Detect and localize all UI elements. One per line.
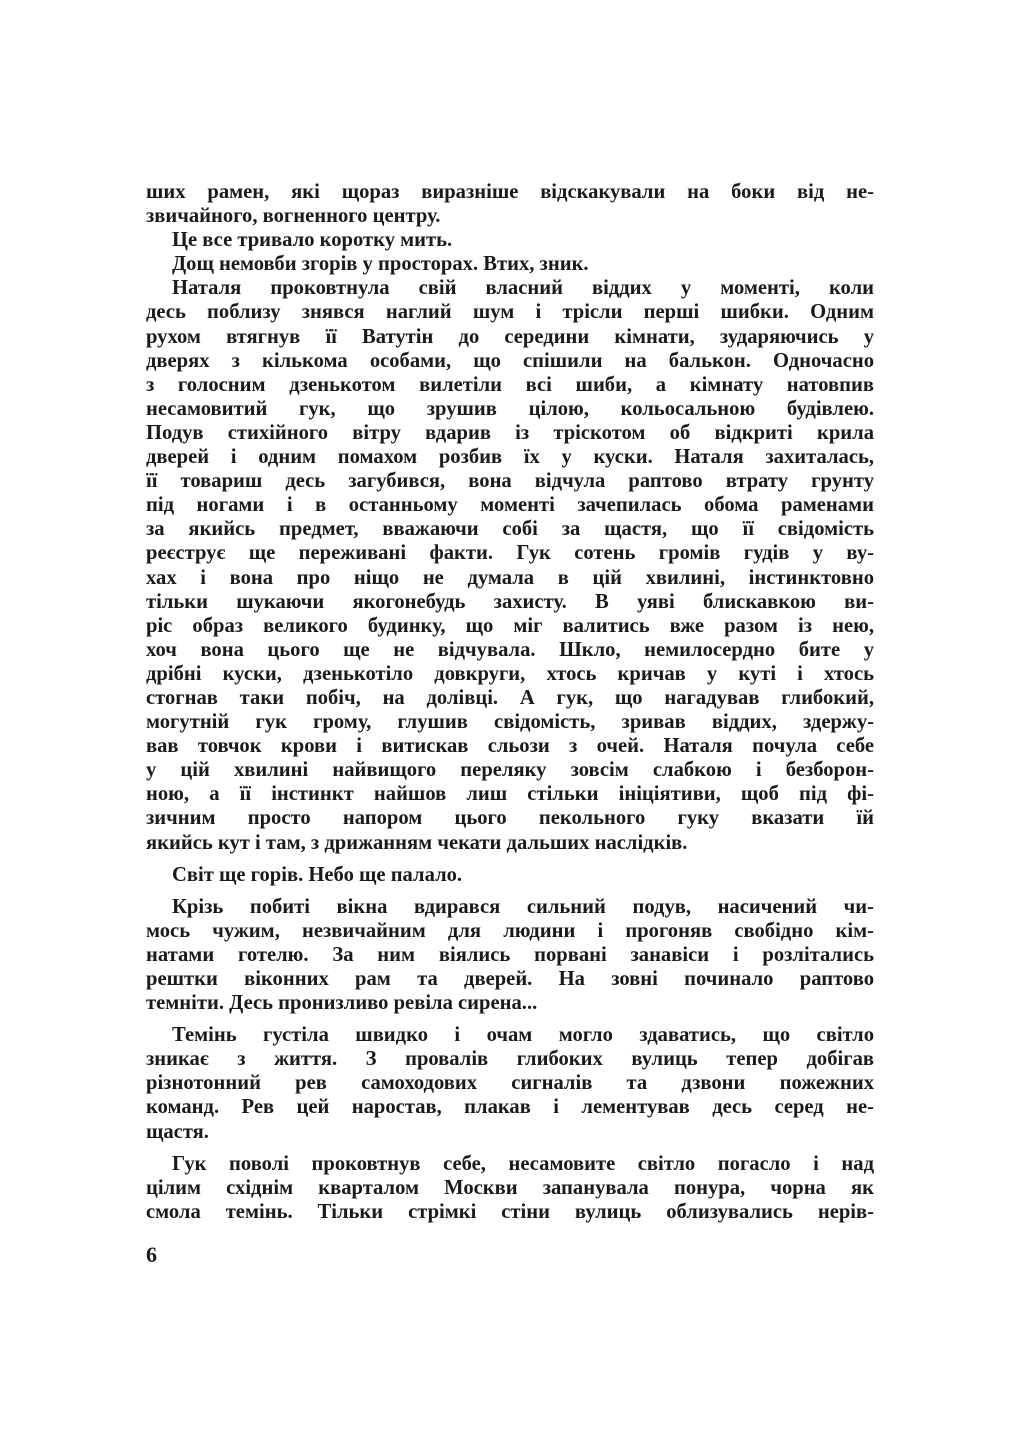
text-line: Це все тривало коротку мить.	[172, 229, 453, 252]
text-line: Темінь густіла швидко і очам могло здаватись, що світло	[172, 1024, 874, 1047]
text-line: якийсь кут і там, з дрижанням чекати дальших наслідків.	[146, 831, 688, 854]
text-line: дверях з кількома особами, що спішили на балькон. Одночасно	[146, 349, 874, 372]
paragraph	[146, 863, 874, 887]
text-line: команд. Рев цей наростав, плакав і лементував десь серед не-	[146, 1096, 874, 1119]
body-text	[146, 180, 874, 1224]
text-line: вав товчок крови і витискав сльози з очей. Наталя почула себе	[146, 735, 874, 758]
text-line: Наталя проковтнула свій власний віддих у моменті, коли	[172, 277, 874, 300]
text-line: її товариш десь загубився, вона відчула раптово втрату грунту	[146, 470, 874, 493]
text-line: зникає з життя. З провалів глибоких вулиць тепер добігав	[146, 1048, 874, 1071]
text-line: ною, а її інстинкт найшов лиш стільки ініціятиви, щоб під фі-	[146, 783, 874, 806]
text-line: несамовитий гук, що зрушив цілою, кольосальною будівлею.	[146, 397, 874, 420]
text-line: темніти. Десь пронизливо ревіла сирена...	[146, 992, 538, 1015]
page-number: 6	[146, 1242, 157, 1267]
text-line: рештки віконних рам та дверей. На зовні починало раптово	[146, 968, 874, 990]
text-line: смола темінь. Тільки стрімкі стіни вулиць облизувались нерів-	[146, 1200, 874, 1223]
paragraph	[146, 276, 874, 854]
text-line: дрібні куски, дзенькотіло довкруги, хтось кричав у куті і хтось	[146, 662, 874, 685]
text-line: мось чужим, незвичайним для людини і прогоняв свобідно кім-	[146, 919, 874, 942]
text-line: дверей і одним помахом розбив їх у куски. Наталя захиталась,	[146, 446, 874, 469]
text-line: ріс образ великого будинку, що міг валитись вже разом із нею,	[146, 614, 874, 637]
text-line: у цій хвилині найвищого переляку зовсім слабкою і безборон-	[146, 759, 874, 782]
text-line: хоч вона цього ще не відчувала. Шкло, немилосердно бите у	[146, 638, 874, 661]
text-line: Гук поволі проковтнув себе, несамовите світло погасло і над	[172, 1152, 874, 1175]
text-line: ших рамен, які щораз виразніше відскакували на боки від не-	[146, 181, 874, 203]
paragraph	[146, 252, 874, 276]
text-line: хах і вона про ніщо не думала в цій хвилині, інстинктовно	[146, 566, 874, 589]
text-line: Крізь побиті вікна вдирався сильний подув, насичений чи-	[172, 895, 874, 918]
paragraph	[146, 895, 874, 1015]
text-line: зичним просто напором цього пекольного гуку вказати їй	[146, 807, 874, 830]
text-line: різнотонний рев самоходових сигналів та дзвони пожежних	[146, 1072, 874, 1095]
text-line: рухом втягнув її Ватутін до середини кімнати, зударяючись у	[146, 325, 874, 348]
text-line: Дощ немовби згорів у просторах. Втих, зник.	[172, 253, 589, 276]
text-line: щастя.	[146, 1120, 209, 1143]
paragraph	[146, 180, 874, 228]
text-line: могутній гук грому, глушив свідомість, зривав віддих, здержу-	[146, 711, 874, 734]
text-line: реєструє ще переживані факти. Гук сотень громів гудів у ву-	[146, 542, 874, 565]
paragraph	[146, 1152, 874, 1224]
text-line: Світ ще горів. Небо ще палало.	[172, 863, 463, 886]
text-line: Подув стихійного вітру вдарив із тріскотом об відкриті крила	[146, 421, 874, 444]
text-line: тільки шукаючи якогонебудь захисту. В уяві блискавкою ви-	[146, 590, 874, 613]
text-line: з голосним дзенькотом вилетіли всі шиби, а кімнату натовпив	[146, 373, 874, 396]
paragraph	[146, 1023, 874, 1143]
text-line: під ногами і в останньому моменті зачепилась обома раменами	[146, 494, 874, 517]
text-line: за якийсь предмет, вважаючи собі за щастя, що її свідомість	[146, 518, 874, 541]
text-line: десь поблизу знявся наглий шум і трісли перші шибки. Одним	[146, 301, 874, 324]
text-line: звичайного, вогненного центру.	[146, 205, 441, 228]
text-line: цілим східнім кварталом Москви запанувала понура, чорна як	[146, 1176, 874, 1199]
paragraph	[146, 228, 874, 252]
text-line: стогнав таки побіч, на долівці. А гук, що нагадував глибокий,	[146, 686, 874, 709]
text-line: натами готелю. За ним віялись порвані занавіси і розлітались	[146, 943, 874, 966]
